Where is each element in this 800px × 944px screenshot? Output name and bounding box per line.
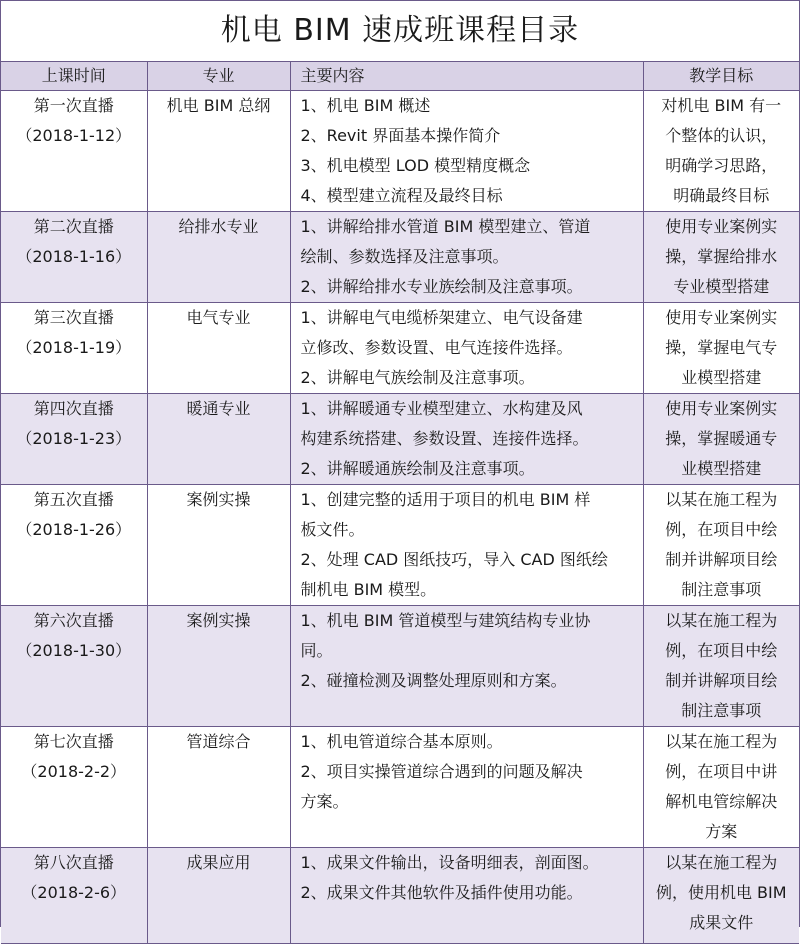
session-label: 第一次直播: [33, 96, 114, 115]
goal-line: 制注意事项: [681, 701, 762, 720]
cell-major: [147, 212, 290, 303]
major-label: 给排水专业: [178, 217, 259, 236]
content-line: 1、讲解暖通专业模型建立、水构建及风: [300, 399, 583, 418]
content-line: 2、处理 CAD 图纸技巧，导入 CAD 图纸绘: [300, 550, 608, 569]
content-line: 2、讲解暖通族绘制及注意事项。: [300, 459, 535, 478]
cell-content: [290, 485, 643, 606]
goal-line: 以某在施工程为: [665, 853, 778, 872]
goal-line: 制注意事项: [681, 580, 762, 599]
content-line: 1、创建完整的适用于项目的机电 BIM 样: [300, 490, 591, 509]
major-label: 暖通专业: [186, 399, 251, 418]
cell-goal: [643, 394, 799, 485]
content-line: 制机电 BIM 模型。: [300, 580, 437, 599]
cell-time: [1, 91, 147, 212]
content-line: 2、讲解给排水专业族绘制及注意事项。: [300, 277, 583, 296]
header-content: 主要内容: [290, 62, 643, 91]
cell-content: [290, 394, 643, 485]
cell-content: [290, 606, 643, 727]
session-date: （2018-2-6）: [21, 883, 127, 902]
goal-line: 专业模型搭建: [673, 277, 770, 296]
major-label: 成果应用: [186, 853, 251, 872]
cell-time: [1, 606, 147, 727]
table-row: [1, 606, 799, 727]
session-date: （2018-1-30）: [16, 641, 132, 660]
goal-line: 使用专业案例实: [665, 217, 778, 236]
cell-goal: [643, 303, 799, 394]
cell-goal: [643, 727, 799, 848]
cell-major: [147, 606, 290, 727]
table-row: [1, 212, 799, 303]
cell-goal: [643, 91, 799, 212]
goal-line: 方案: [705, 822, 738, 841]
cell-time: [1, 485, 147, 606]
goal-line: 以某在施工程为: [665, 732, 778, 751]
cell-major: [147, 394, 290, 485]
content-line: 1、讲解给排水管道 BIM 模型建立、管道: [300, 217, 591, 236]
major-label: 案例实操: [186, 611, 251, 630]
cell-content: [290, 212, 643, 303]
content-line: 1、机电管道综合基本原则。: [300, 732, 503, 751]
cell-major: [147, 91, 290, 212]
content-line: 同。: [300, 641, 333, 660]
table-row: [1, 394, 799, 485]
cell-goal: [643, 606, 799, 727]
cell-major: [147, 848, 290, 944]
goal-line: 解机电管综解决: [665, 792, 778, 811]
session-label: 第七次直播: [33, 732, 114, 751]
session-label: 第五次直播: [33, 490, 114, 509]
content-line: 2、讲解电气族绘制及注意事项。: [300, 368, 535, 387]
cell-time: [1, 727, 147, 848]
table-header-row: [1, 62, 799, 91]
page-title: 机电 BIM 速成班课程目录: [1, 1, 799, 62]
cell-content: [290, 848, 643, 944]
header-major: 专业: [147, 62, 290, 91]
content-line: 2、Revit 界面基本操作简介: [300, 126, 501, 145]
content-line: 1、机电 BIM 管道模型与建筑结构专业协: [300, 611, 591, 630]
session-date: （2018-1-23）: [16, 429, 132, 448]
session-label: 第四次直播: [33, 399, 114, 418]
cell-time: [1, 212, 147, 303]
goal-line: 明确学习思路，: [665, 156, 778, 175]
major-label: 机电 BIM 总纲: [166, 96, 271, 115]
table-row: [1, 848, 799, 944]
cell-content: [290, 303, 643, 394]
goal-line: 例，在项目中讲: [665, 762, 778, 781]
header-goal: 教学目标: [643, 62, 799, 91]
session-date: （2018-1-16）: [16, 247, 132, 266]
cell-content: [290, 91, 643, 212]
cell-major: [147, 727, 290, 848]
session-label: 第八次直播: [33, 853, 114, 872]
content-line: 2、项目实操管道综合遇到的问题及解决: [300, 762, 583, 781]
content-line: 构建系统搭建、参数设置、连接件选择。: [300, 429, 589, 448]
goal-line: 操，掌握给排水: [665, 247, 778, 266]
content-line: 板文件。: [300, 520, 365, 539]
goal-line: 使用专业案例实: [665, 308, 778, 327]
goal-line: 操，掌握暖通专: [665, 429, 778, 448]
goal-line: 明确最终目标: [673, 186, 770, 205]
session-date: （2018-1-19）: [16, 338, 132, 357]
table-row: [1, 91, 799, 212]
session-date: （2018-1-12）: [16, 126, 132, 145]
course-table: [1, 62, 799, 944]
content-line: 立修改、参数设置、电气连接件选择。: [300, 338, 573, 357]
goal-line: 制并讲解项目绘: [665, 550, 778, 569]
cell-time: [1, 848, 147, 944]
table-row: [1, 485, 799, 606]
session-date: （2018-1-26）: [16, 520, 132, 539]
goal-line: 业模型搭建: [681, 459, 762, 478]
goal-line: 以某在施工程为: [665, 611, 778, 630]
goal-line: 制并讲解项目绘: [665, 671, 778, 690]
cell-time: [1, 303, 147, 394]
content-line: 方案。: [300, 792, 349, 811]
major-label: 电气专业: [186, 308, 251, 327]
cell-content: [290, 727, 643, 848]
table-row: [1, 303, 799, 394]
session-label: 第二次直播: [33, 217, 114, 236]
goal-line: 操，掌握电气专: [665, 338, 778, 357]
goal-line: 成果文件: [689, 913, 754, 932]
cell-time: [1, 394, 147, 485]
header-time: 上课时间: [1, 62, 147, 91]
goal-line: 以某在施工程为: [665, 490, 778, 509]
content-line: 1、讲解电气电缆桥架建立、电气设备建: [300, 308, 583, 327]
session-label: 第三次直播: [33, 308, 114, 327]
goal-line: 业模型搭建: [681, 368, 762, 387]
content-line: 1、成果文件输出，设备明细表，剖面图。: [300, 853, 599, 872]
content-line: 4、模型建立流程及最终目标: [300, 186, 503, 205]
content-line: 3、机电模型 LOD 模型精度概念: [300, 156, 531, 175]
cell-goal: [643, 212, 799, 303]
content-line: 1、机电 BIM 概述: [300, 96, 431, 115]
table-row: [1, 727, 799, 848]
content-line: 2、碰撞检测及调整处理原则和方案。: [300, 671, 567, 690]
goal-line: 例，在项目中绘: [665, 641, 778, 660]
content-line: 2、成果文件其他软件及插件使用功能。: [300, 883, 583, 902]
goal-line: 例，使用机电 BIM: [655, 883, 787, 902]
goal-line: 使用专业案例实: [665, 399, 778, 418]
content-line: 绘制、参数选择及注意事项。: [300, 247, 509, 266]
session-date: （2018-2-2）: [21, 762, 127, 781]
goal-line: 例，在项目中绘: [665, 520, 778, 539]
goal-line: 对机电 BIM 有一: [661, 96, 782, 115]
cell-major: [147, 485, 290, 606]
cell-major: [147, 303, 290, 394]
major-label: 管道综合: [186, 732, 251, 751]
cell-goal: [643, 485, 799, 606]
session-label: 第六次直播: [33, 611, 114, 630]
goal-line: 个整体的认识，: [665, 126, 778, 145]
cell-goal: [643, 848, 799, 944]
major-label: 案例实操: [186, 490, 251, 509]
